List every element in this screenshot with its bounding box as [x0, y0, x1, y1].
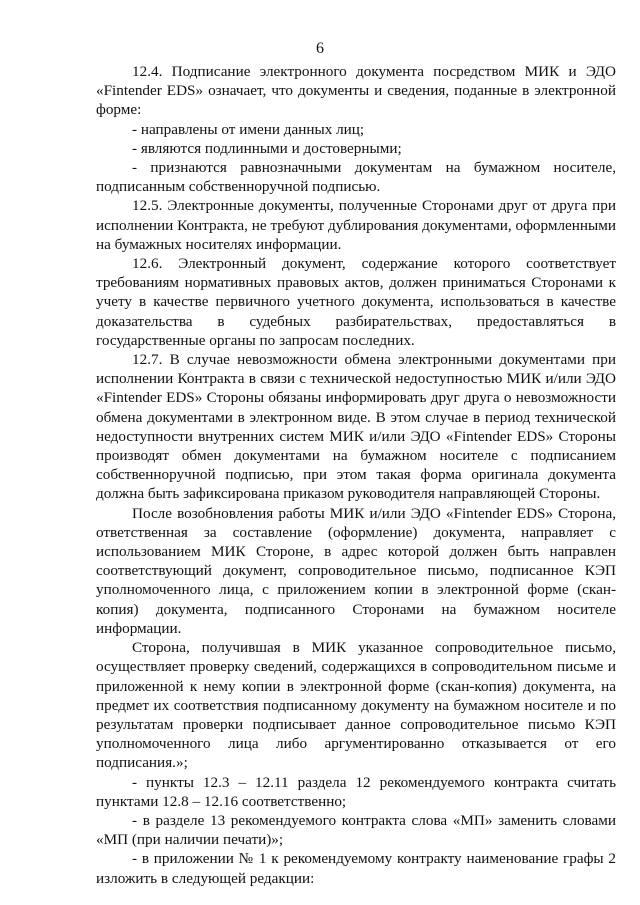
list-item: - в приложении № 1 к рекомендуемому контракту наименование графы 2 изложить в следующей редакции: [96, 850, 616, 887]
paragraph-12-7: 12.7. В случае невозможности обмена электронными документами при исполнении Контракта в связи с технической недоступностью МИК и/или ЭДО «Fintender EDS» Стороны обязаны информировать друг друга о невозможности обмена документами в электронном виде. В этом случае в период технической недоступности внутренних систем МИК и/или ЭДО «Fintender EDS» Стороны производят обмен документами на бумажном носителе с подписанием собственноручной подписью, при этом такая форма оригинала документа должна быть зафиксирована приказом руководителя направляющей Стороны. [96, 351, 616, 503]
list-item: - являются подлинными и достоверными; [132, 139, 402, 157]
list-item: - направлены от имени данных лиц; [132, 120, 365, 138]
paragraph-12-5: 12.5. Электронные документы, полученные Сторонами друг от друга при исполнении Контракта, не требуют дублирования документами, оформленными на бумажных носителях информации. [96, 197, 616, 253]
list-item: - признаются равнозначными документам на бумажном носителе, подписанным собственноручной подписью. [96, 159, 616, 196]
paragraph-12-4: 12.4. Подписание электронного документа посредством МИК и ЭДО «Fintender EDS» означает, что документы и сведения, поданные в электронной форме: [96, 63, 616, 119]
document-body [96, 62, 616, 888]
paragraph-12-6: 12.6. Электронный документ, содержание которого соответствует требованиям нормативных правовых актов, должен приниматься Сторонами к учету в качестве первичного учетного документа, использоваться в качестве доказательства в судебных разбирательствах, предоставляться в государственные органы по запросам последних. [96, 255, 616, 349]
page-number: 6 [316, 40, 324, 57]
paragraph: Сторона, получившая в МИК указанное сопроводительное письмо, осуществляет проверку сведений, содержащихся в сопроводительном письме и приложенной к нему копии в электронной форме (скан-копия) документа, на предмет их соответствия подписанному документу на бумажном носителе и по результатам проверки подписывает данное сопроводительное письмо КЭП уполномоченного лица либо аргументированно отказывается от его подписания.»; [96, 639, 616, 772]
paragraph: После возобновления работы МИК и/или ЭДО «Fintender EDS» Сторона, ответственная за составление (оформление) документа, направляет с использованием МИК Стороне, в адрес которой должен быть направлен соответствующий документ, сопроводительное письмо, подписанное КЭП уполномоченного лица, с приложением копии в электронной форме (скан-копия) документа, подписанного Сторонами на бумажном носителе информации. [96, 504, 616, 637]
list-item: - пункты 12.3 – 12.11 раздела 12 рекомендуемого контракта считать пунктами 12.8 – 12.16 соответственно; [96, 773, 616, 810]
list-item: - в разделе 13 рекомендуемого контракта слова «МП» заменить словами «МП (при наличии печати)»; [96, 811, 616, 849]
